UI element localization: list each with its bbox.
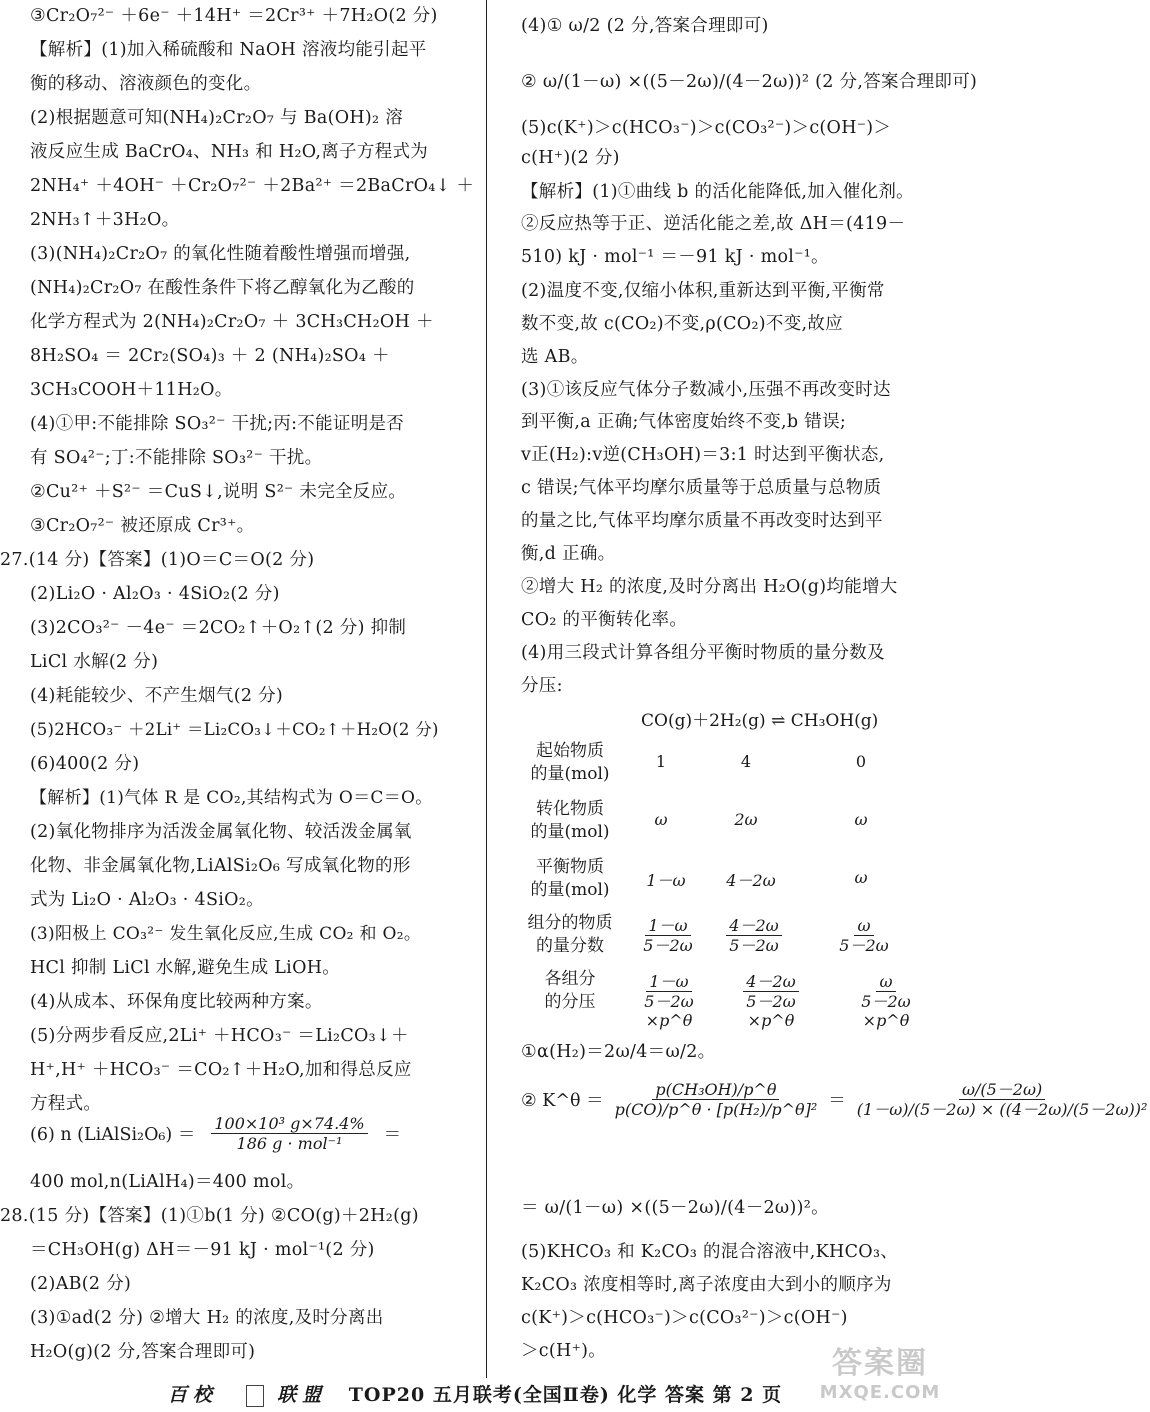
text-line: (4)耗能较少、不产生烟气(2 分) [30,686,284,706]
text-line: 8H₂SO₄ ＝ 2Cr₂(SO₄)₃ ＋ 2 (NH₄)₂SO₄ ＋ [30,346,390,366]
fraction-denominator: p(CO)/p^θ · [p(H₂)/p^θ]² [614,1100,818,1119]
row-label-line: 的量(mol) [530,764,610,784]
table-cell: ω [854,810,868,829]
text-line: c(H⁺)(2 分) [521,148,620,168]
text-line: 3CH₃COOH＋11H₂O。 [30,380,233,400]
text-line: 【解析】(1)气体 R 是 CO₂,其结构式为 O＝C＝O。 [30,788,433,808]
table-cell [836,972,936,1030]
equals-sign: ＝ [828,1091,846,1111]
question-28-header: 28.(15 分)【答案】(1)①b(1 分) ②CO(g)＋2H₂(g) [0,1206,419,1226]
text-line: 液反应生成 BaCrO₄、NH₃ 和 H₂O,离子方程式为 [30,142,429,162]
watermark-line: MXQE.COM [819,1382,941,1403]
k-formula [521,1080,1150,1119]
fraction-denominator: 186 g · mol⁻¹ [236,1134,343,1153]
row-label [521,856,619,902]
table-cell [721,972,821,1030]
fraction-numerator: 4－2ω [726,916,781,936]
alpha-formula: ①α(H₂)＝2ω/4＝ω/2。 [521,1042,716,1062]
fraction-numerator: 100×10³ g×74.4% [211,1114,367,1134]
row-label [521,968,619,1014]
text-line: ②Cu²⁺ ＋S²⁻ ＝CuS↓,说明 S²⁻ 未完全反应。 [30,482,407,502]
brand-union: 联盟 [277,1384,328,1406]
table-cell: 0 [855,752,867,771]
row-label [521,740,619,786]
fraction [854,1080,1150,1119]
equals-sign: ＝ [383,1125,402,1145]
fraction [726,916,781,955]
table-cell: 4－2ω [726,871,776,890]
text-line: 510) kJ · mol⁻¹ ＝－91 kJ · mol⁻¹。 [521,247,829,267]
fraction [641,972,696,1011]
row-label-line: 平衡物质 [536,857,604,877]
text-line: ＝CH₃OH(g) ΔH＝－91 kJ · mol⁻¹(2 分) [30,1240,375,1260]
k-result: ＝ ω/(1－ω) ×((5－2ω)/(4－2ω))²。 [521,1198,829,1218]
text-line: (5)2HCO₃⁻ ＋2Li⁺ ＝Li₂CO₃↓＋CO₂↑＋H₂O(2 分) [30,720,439,739]
fraction-denominator: 5－2ω [839,936,889,955]
text-line: c(K⁺)＞c(HCO₃⁻)＞c(CO₃²⁻)＞c(OH⁻) [521,1308,848,1328]
text-line: ②增大 H₂ 的浓度,及时分离出 H₂O(g)均能增大 [521,577,898,597]
text-line: (4)用三段式计算各组分平衡时物质的量分数及 [521,643,885,663]
table-cell [719,916,789,955]
fraction-denominator: (1－ω)/(5－2ω) × ((4－2ω)/(5－2ω))² [856,1100,1148,1119]
seal-icon [246,1385,264,1407]
watermark-line: 答案圈 [832,1346,928,1381]
k-prefix: ② K^θ ＝ [521,1091,604,1111]
table-cell: ω [854,868,868,887]
text-line: 化物、非金属氧化物,LiAlSi₂O₆ 写成氧化物的形 [30,856,411,876]
row-label [521,798,619,844]
table-cell: ω [654,810,668,829]
fraction-numerator: ω [876,972,895,992]
text-line: (2)根据题意可知(NH₄)₂Cr₂O₇ 与 Ba(OH)₂ 溶 [30,108,404,128]
fraction [858,972,913,1011]
row-label-line: 的分压 [544,992,596,1012]
fraction-denominator: 5－2ω [643,936,693,955]
text-line: v正(H₂):v逆(CH₃OH)＝3:1 时达到平衡状态, [521,445,885,465]
text-line: (2)氧化物排序为活泼金属氧化物、较活泼金属氧 [30,822,412,842]
table-cell: 4 [740,752,752,771]
text-line: 衡的移动、溶液颜色的变化。 [30,74,262,94]
fraction-numerator: 1－ω [645,916,690,936]
table-cell: 2ω [734,810,758,829]
fraction-denominator: 5－2ω [746,992,796,1011]
text-line: 化学方程式为 2(NH₄)₂Cr₂O₇ ＋ 3CH₃CH₂OH ＋ [30,312,434,332]
text-line: H⁺,H⁺ ＋HCO₃⁻ ＝CO₂↑＋H₂O,加和得总反应 [30,1060,412,1080]
reaction-equation: CO(g)＋2H₂(g) ⇌ CH₃OH(g) [641,711,879,731]
text-line: (3)阳极上 CO₃²⁻ 发生氧化反应,生成 CO₂ 和 O₂。 [30,924,422,944]
text-line: (2)温度不变,仅缩小体积,重新达到平衡,平衡常 [521,281,885,301]
fraction-numerator: 1－ω [646,972,691,992]
fraction-numerator: 4－2ω [743,972,798,992]
fraction-denominator: 5－2ω [729,936,779,955]
fraction-numerator: ω [854,916,873,936]
text-line: (5)KHCO₃ 和 K₂CO₃ 的混合溶液中,KHCO₃、 [521,1242,899,1262]
table-row [521,856,946,908]
row-label [521,912,619,958]
text-line: (4)从成本、环保角度比较两种方案。 [30,992,323,1012]
text-line: 式为 Li₂O · Al₂O₃ · 4SiO₂。 [30,890,264,910]
text-line: ② ω/(1－ω) ×((5－2ω)/(4－2ω))² (2 分,答案合理即可) [521,72,978,92]
text-line: 400 mol,n(LiAlH₄)＝400 mol。 [30,1172,305,1192]
text-line: 【解析】(1)加入稀硫酸和 NaOH 溶液均能引起平 [30,40,427,60]
text-line: 衡,d 正确。 [521,544,616,564]
text-line: (2)AB(2 分) [30,1274,132,1294]
fraction [836,916,891,955]
table-row [521,798,946,850]
text-line: (3)①ad(2 分) ②增大 H₂ 的浓度,及时分离出 [30,1308,384,1328]
text-line: 选 AB。 [521,347,589,367]
suffix: ×p^θ [645,1011,693,1030]
table-cell: 1－ω [646,871,686,890]
text-line: (5)c(K⁺)＞c(HCO₃⁻)＞c(CO₃²⁻)＞c(OH⁻)＞ [521,118,892,138]
fraction-numerator: p(CH₃OH)/p^θ [652,1080,779,1100]
three-stage-table [521,704,946,1030]
fraction [612,1080,821,1119]
text-line: c 错误;气体平均摩尔质量等于总质量与总物质 [521,478,882,498]
text-line: K₂CO₃ 浓度相等时,离子浓度由大到小的顺序为 [521,1275,892,1295]
text-line: 2NH₃↑＋3H₂O。 [30,210,180,230]
text-line: (3)(NH₄)₂Cr₂O₇ 的氧化性随着酸性增强而增强, [30,244,411,264]
formula-label: (6) n (LiAlSi₂O₆) ＝ [30,1125,196,1145]
text-line: HCl 抑制 LiCl 水解,避免生成 LiOH。 [30,958,341,978]
watermark [816,1338,944,1408]
row-label-line: 的量(mol) [530,822,610,842]
column-divider [486,0,487,1378]
text-line: LiCl 水解(2 分) [30,652,159,672]
text-line: 方程式。 [30,1094,102,1114]
row-label-line: 各组分 [544,969,596,989]
text-line: (2)Li₂O · Al₂O₃ · 4SiO₂(2 分) [30,584,280,604]
text-line: 数不变,故 c(CO₂)不变,ρ(CO₂)不变,故应 [521,314,843,334]
table-row [521,968,946,1030]
fraction-denominator: 5－2ω [644,992,694,1011]
table-cell [829,916,899,955]
suffix: ×p^θ [862,1011,910,1030]
brand-logo: 百校 [167,1384,218,1406]
text-line: (6)400(2 分) [30,754,140,774]
text-line: ③Cr₂O₇²⁻ 被还原成 Cr³⁺。 [30,516,255,536]
text-line: 的量之比,气体平均摩尔质量不再改变时达到平 [521,511,883,531]
text-line: 有 SO₄²⁻;丁:不能排除 SO₃²⁻ 干扰。 [30,448,323,468]
row-label-line: 起始物质 [536,741,604,761]
text-line: 到平衡,a 正确;气体密度始终不变,b 错误; [521,412,847,432]
text-line: (5)分两步看反应,2Li⁺ ＋HCO₃⁻ ＝Li₂CO₃↓＋ [30,1026,409,1046]
fraction [743,972,798,1011]
text-line: (4)① ω/2 (2 分,答案合理即可) [521,16,769,36]
formula-n-calc [30,1114,401,1153]
text-line: 分压: [521,676,563,696]
text-line: ③Cr₂O₇²⁻ ＋6e⁻ ＋14H⁺ ＝2Cr³⁺ ＋7H₂O(2 分) [30,6,438,26]
fraction [211,1114,367,1153]
text-line: 2NH₄⁺ ＋4OH⁻ ＋Cr₂O₇²⁻ ＋2Ba²⁺ ＝2BaCrO₄↓ ＋ [30,176,475,196]
table-row [521,740,946,792]
text-line: (4)①甲:不能排除 SO₃²⁻ 干扰;丙:不能证明是否 [30,414,405,434]
text-line: ＞c(H⁺)。 [521,1341,607,1361]
suffix: ×p^θ [747,1011,795,1030]
table-cell [633,916,703,955]
text-line: H₂O(g)(2 分,答案合理即可) [30,1342,256,1362]
text-line: 【解析】(1)①曲线 b 的活化能降低,加入催化剂。 [521,182,914,202]
footer-text: TOP20 五月联考(全国Ⅱ卷) 化学 答案 第 2 页 [348,1384,783,1406]
table-cell: 1 [655,752,667,771]
text-line: ②反应热等于正、逆活化能之差,故 ΔH＝(419－ [521,214,906,234]
question-27-header: 27.(14 分)【答案】(1)O＝C＝O(2 分) [0,550,315,570]
fraction-denominator: 5－2ω [861,992,911,1011]
row-label-line: 的量(mol) [530,880,610,900]
text-line: (3)①该反应气体分子数减小,压强不再改变时达 [521,380,891,400]
row-label-line: 组分的物质 [527,913,613,933]
fraction [640,916,695,955]
page-footer [0,1380,950,1407]
text-line: (NH₄)₂Cr₂O₇ 在酸性条件下将乙醇氧化为乙酸的 [30,278,415,298]
text-line: CO₂ 的平衡转化率。 [521,610,688,630]
fraction-numerator: ω/(5－2ω) [959,1080,1045,1100]
text-line: (3)2CO₃²⁻ －4e⁻ ＝2CO₂↑＋O₂↑(2 分) 抑制 [30,618,407,638]
row-label-line: 转化物质 [536,799,604,819]
row-label-line: 的量分数 [536,936,604,956]
table-row [521,912,946,964]
table-cell [619,972,719,1030]
